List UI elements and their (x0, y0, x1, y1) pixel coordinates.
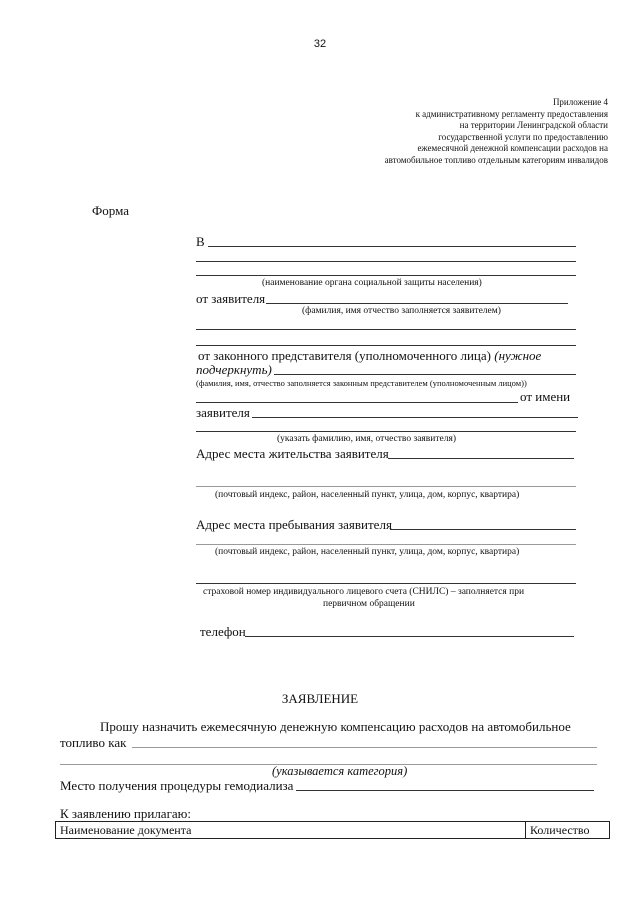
on-behalf-label: от имени (520, 389, 571, 404)
stay-address-label: Адрес места пребывания заявителя (196, 517, 392, 532)
applicant-name-line-2[interactable] (196, 329, 576, 330)
appendix-line: к административному регламенту предоставления (415, 108, 608, 119)
behalf-applicant-field[interactable] (252, 417, 578, 418)
underline-hint-part-2: подчеркнуть) (196, 362, 272, 377)
residence-address-caption: (почтовый индекс, район, населенный пункт, улица, дом, корпус, квартира) (215, 490, 520, 500)
appendix-line: государственной услуги по предоставлению (438, 131, 608, 142)
residence-address-field[interactable] (388, 458, 574, 459)
stay-address-caption: (почтовый индекс, район, населенный пункт, улица, дом, корпус, квартира) (215, 547, 520, 557)
from-applicant-label: от заявителя (196, 291, 266, 306)
representative-name-field[interactable] (274, 374, 576, 375)
stay-address-line-2[interactable] (196, 544, 576, 545)
page-number: 32 (313, 38, 327, 50)
attached-label: К заявлению прилагаю: (60, 806, 192, 821)
table-header-document: Наименование документа (56, 822, 526, 839)
form-label: Форма (92, 203, 129, 218)
applicant-name-caption: (фамилия, имя отчество заполняется заявителем) (302, 306, 501, 316)
authority-field-line-1[interactable] (208, 246, 576, 247)
table-header-quantity: Количество (526, 822, 610, 839)
snils-field[interactable] (196, 583, 576, 584)
dialysis-place-field[interactable] (296, 790, 594, 791)
applicant-label: заявителя (196, 405, 250, 420)
phone-label: телефон (200, 624, 246, 639)
applicant-name-line-3[interactable] (196, 345, 576, 346)
appendix-note (385, 97, 608, 166)
category-field[interactable] (132, 747, 597, 748)
statement-title: ЗАЯВЛЕНИЕ (281, 691, 359, 706)
phone-field[interactable] (245, 636, 574, 637)
appendix-line: Приложение 4 (552, 97, 608, 107)
authority-field-line-2[interactable] (196, 261, 576, 262)
snils-caption-line-2: первичном обращении (323, 599, 415, 609)
representative-caption: (фамилия, имя, отчество заполняется законным представителем (уполномоченным лицом)) (196, 378, 527, 388)
appendix-line: на территории Ленинградской области (459, 120, 608, 130)
residence-address-line-2[interactable] (196, 486, 576, 487)
table-header-row (56, 822, 610, 839)
representative-name-line-2[interactable] (196, 402, 518, 403)
category-caption: (указывается категория) (272, 764, 408, 778)
dialysis-place-label: Место получения процедуры гемодиализа (60, 778, 294, 793)
applicant-name-field[interactable] (266, 303, 568, 304)
authority-caption: (наименование органа социальной защиты населения) (262, 278, 482, 288)
from-representative-label: от законного представителя (уполномоченного лица) (198, 348, 495, 363)
request-text-line-2: топливо как (60, 735, 127, 750)
applicant-surname-caption: (указать фамилию, имя, отчество заявителя) (277, 434, 457, 444)
appendix-line: ежемесячной денежной компенсации расходов на (417, 143, 608, 153)
residence-address-label: Адрес места жительства заявителя (196, 446, 389, 461)
documents-table (55, 821, 610, 839)
appendix-line: автомобильное топливо отдельным категориям инвалидов (384, 154, 608, 165)
to-prefix: В (196, 234, 205, 249)
underline-hint-part-1: (нужное (494, 348, 542, 363)
stay-address-field[interactable] (390, 529, 576, 530)
snils-caption-line-1: страховой номер индивидуального лицевого счета (СНИЛС) – заполняется при (203, 587, 525, 597)
request-text-line-1: Прошу назначить ежемесячную денежную компенсацию расходов на автомобильное (100, 719, 571, 734)
authority-field-line-3[interactable] (196, 275, 576, 276)
behalf-applicant-line-2[interactable] (196, 431, 576, 432)
